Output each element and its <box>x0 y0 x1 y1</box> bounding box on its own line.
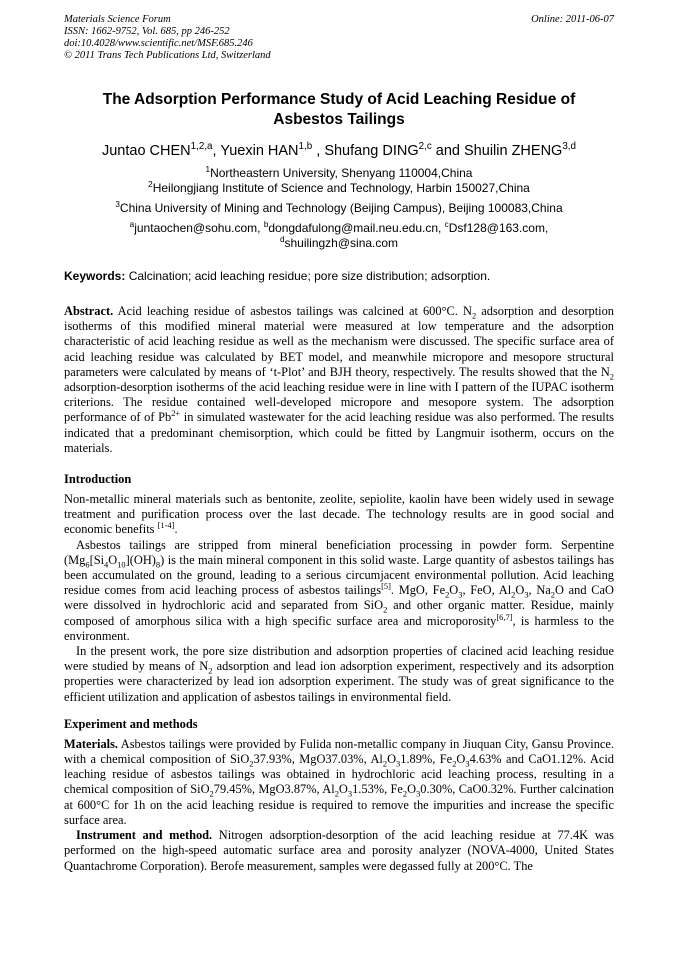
paragraph-text: . <box>174 522 178 537</box>
email-link[interactable]: juntaochen@sohu.com, <box>134 221 264 235</box>
citation-ref: [6,7] <box>496 611 513 622</box>
paragraph-text: O <box>387 752 397 767</box>
paragraph-text: O <box>407 782 417 797</box>
journal-name: Materials Science Forum <box>64 14 171 25</box>
email-sup: d <box>279 235 285 244</box>
paragraph-text: 4.63% and CaO1.12%. Acid leaching residue of asbestos tailings was obtained in hydrochloric acid leaching process, resulting in a chemical composition of SiO <box>64 752 614 797</box>
citation-ref: [1-4] <box>157 520 175 531</box>
paragraph-text: and other organic matter. Residue, mainly composed of amorphous silica with a high specific surface area and microporosity <box>64 598 614 628</box>
paragraph-text: 1.89%, Fe <box>400 752 453 767</box>
affiliation <box>64 201 614 216</box>
affiliation-text: Heilongjiang Institute of Science and Technology, Harbin 150027,China <box>152 181 530 195</box>
subscript: 2 <box>402 788 408 799</box>
subscript: 3 <box>396 758 401 769</box>
paragraph-text: 79.45%, MgO3.87%, Al <box>213 782 335 797</box>
author-name: Shufang DING <box>324 143 419 159</box>
email-sup: b <box>263 220 269 229</box>
email-link[interactable]: dongdafulong@mail.neu.edu.cn, <box>268 221 445 235</box>
issn-line: ISSN: 1662-9752, Vol. 685, pp 246-252 <box>64 26 230 37</box>
subscript: 3 <box>416 788 421 799</box>
keywords <box>64 269 614 284</box>
journal-header <box>64 14 614 62</box>
affiliation <box>64 166 614 181</box>
subscript: 2 <box>383 604 388 615</box>
paragraph-text: O and CaO were dissolved in hydrochloric acid and separated from SiO <box>64 583 614 613</box>
paragraph-text: O <box>108 552 118 567</box>
author-name: Yuexin HAN <box>220 143 299 159</box>
section-heading-experiment: Experiment and methods <box>64 716 198 731</box>
affiliation-sup: 1 <box>205 165 211 174</box>
author-emails <box>64 221 614 251</box>
author-list <box>64 142 614 160</box>
paragraph-text: ) is the main mineral component in this solid waste. Large quantity of asbestos tailings has been accumulated on the ground, leading to a serious circumjacent environmental pollution. Acid leaching residue comes from acid leaching process of asbestos tailings <box>64 552 614 598</box>
subscript: 2 <box>471 310 477 321</box>
abstract-text: adsorption-desorption isotherms of the acid leaching residue were in line with I pattern of the IUPAC isotherm criterions. The residue contained well-developed micropore and mesopore system. The adsorption performance of of Pb <box>64 380 614 425</box>
author-affil-sup: 1,b <box>298 141 313 153</box>
paragraph-text: , Na <box>528 583 551 598</box>
email-link[interactable]: shuilingzh@sina.com <box>284 236 399 250</box>
paragraph-text: O <box>449 583 459 598</box>
subscript: 3 <box>458 589 463 600</box>
author-separator: and <box>431 143 465 159</box>
intro-paragraph <box>64 492 614 538</box>
online-date: Online: 2011-06-07 <box>531 14 614 25</box>
paragraph-text: Asbestos tailings were provided by Fulida non-metallic company in Jiuquan City, Gansu Province. with a chemical composition of SiO <box>64 736 614 767</box>
paragraph-text: Non-metallic mineral materials such as bentonite, zeolite, sepiolite, kaolin have been widely used in sewage treatment and purification process over the last decade. The technology results are in good social and economic benefits <box>64 492 614 537</box>
paragraph-text: adsorption and lead ion adsorption experiment, respectively and its adsorption properties were characterized by lead ion adsorption experiment. The study was of great significance to the efficient utilization and application of asbestos tailings in environmental field. <box>64 659 614 704</box>
paragraph-text: O <box>456 752 466 767</box>
author-name: Juntao CHEN <box>101 143 191 159</box>
subscript: 3 <box>347 788 353 799</box>
subscript: 4 <box>104 559 109 570</box>
paragraph-text: 37.93%, MgO37.03%, Al <box>253 752 383 767</box>
paper-title: The Adsorption Performance Study of Acid Leaching Residue of Asbestos Tailings <box>102 91 576 128</box>
keywords-text: Calcination; acid leaching residue; pore size distribution; adsorption. <box>125 269 491 283</box>
abstract-text: adsorption and desorption isotherms of this modified mineral material were measured at low temperature and the adsorption characteristic of acid leaching residue as well as the mechanism were discussed. The specific surface area of acid leaching residue was calculated by BET model, and meanwhile micropore and mesopore structural parameters were calculated by means of ‘t-Plot’ and BJH theory, respectively. The results showed that the N <box>64 304 614 379</box>
superscript: 2+ <box>171 408 181 419</box>
author-affil-sup: 3,d <box>562 141 577 153</box>
intro-paragraph <box>64 538 614 644</box>
affiliation-sup: 3 <box>115 200 120 209</box>
paragraph-text: , FeO, Al <box>462 583 512 598</box>
email-sup: c <box>444 220 449 229</box>
subscript: 2 <box>609 371 614 382</box>
subscript: 3 <box>524 589 529 600</box>
affiliation-text: Northeastern University, Shenyang 110004,China <box>210 166 473 180</box>
materials-paragraph <box>64 737 614 828</box>
subscript: 10 <box>117 559 126 570</box>
paragraph-text: , is harmless to the environment. <box>64 613 615 643</box>
instrument-paragraph <box>64 828 614 874</box>
section-heading-introduction: Introduction <box>64 472 132 487</box>
run-in-heading: Materials. <box>64 736 119 751</box>
email-link[interactable]: Dsf128@163.com, <box>448 221 549 235</box>
abstract <box>64 304 614 456</box>
paragraph-text: Nitrogen adsorption-desorption of the acid leaching residue at 77.4K was performed on the high-speed automatic surface area and porosity analyzer (NOVA-4000, United States Quantachrome Corporation). Berofe measurement, samples were degassed fully at 200°C. The <box>64 828 614 873</box>
affiliation-text: China University of Mining and Technology (Beijing Campus), Beijing 100083,China <box>119 201 563 215</box>
intro-paragraph <box>64 644 614 705</box>
abstract-label: Abstract. <box>64 304 114 318</box>
paragraph-text: ](OH) <box>125 552 156 567</box>
citation-ref: [5] <box>381 581 391 592</box>
author-affil-sup: 1,2,a <box>190 141 213 153</box>
paragraph-text: O <box>515 583 525 598</box>
paragraph-text: In the present work, the pore size distribution and adsorption properties of clacined acid leaching residue were studied by means of N <box>64 644 614 674</box>
author-separator: , <box>312 143 325 159</box>
paragraph-text: O <box>338 782 348 797</box>
affiliation <box>64 181 614 196</box>
paragraph-text: . MgO, Fe <box>390 583 446 598</box>
subscript: 2 <box>382 758 388 769</box>
paragraph-text: [Si <box>89 552 105 567</box>
author-name: Shuilin ZHENG <box>464 143 563 159</box>
subscript: 2 <box>452 758 457 769</box>
paper-page <box>64 14 614 874</box>
abstract-text: Acid leaching residue of asbestos tailings was calcined at 600°C. N <box>113 304 472 318</box>
abstract-text: in simulated wastewater for the acid leaching residue was also performed. The results indicated that a predominant chemisorption, which could be fitted by Langmuir isotherm, occurs on the materials. <box>64 410 614 455</box>
subscript: 2 <box>208 665 213 676</box>
keywords-label: Keywords: <box>64 269 126 283</box>
affiliation-sup: 2 <box>148 180 153 189</box>
author-separator: , <box>212 143 221 159</box>
subscript: 2 <box>550 589 556 600</box>
author-affil-sup: 2,c <box>418 141 432 153</box>
subscript: 3 <box>465 758 470 769</box>
subscript: 2 <box>209 788 214 799</box>
paragraph-text: Asbestos tailings are stripped from mineral beneficiation processing in powder form. Serpentine (Mg <box>64 537 614 567</box>
paragraph-text: 0.30%, CaO0.32%. Further calcination at 600°C for 1h on the acid leaching residue is required to remove the impurities and increase the specific surface area. <box>64 782 615 827</box>
subscript: 2 <box>249 758 254 769</box>
paragraph-text: 1.53%, Fe <box>352 782 403 797</box>
subscript: 2 <box>511 589 516 600</box>
subscript: 2 <box>334 788 339 799</box>
subscript: 6 <box>85 559 90 570</box>
copyright-line: © 2011 Trans Tech Publications Ltd, Switzerland <box>64 50 271 61</box>
subscript: 8 <box>155 559 161 570</box>
run-in-heading: Instrument and method. <box>76 828 213 843</box>
subscript: 2 <box>445 589 450 600</box>
doi-line: doi:10.4028/www.scientific.net/MSF.685.246 <box>64 38 253 49</box>
email-sup: a <box>129 220 135 229</box>
